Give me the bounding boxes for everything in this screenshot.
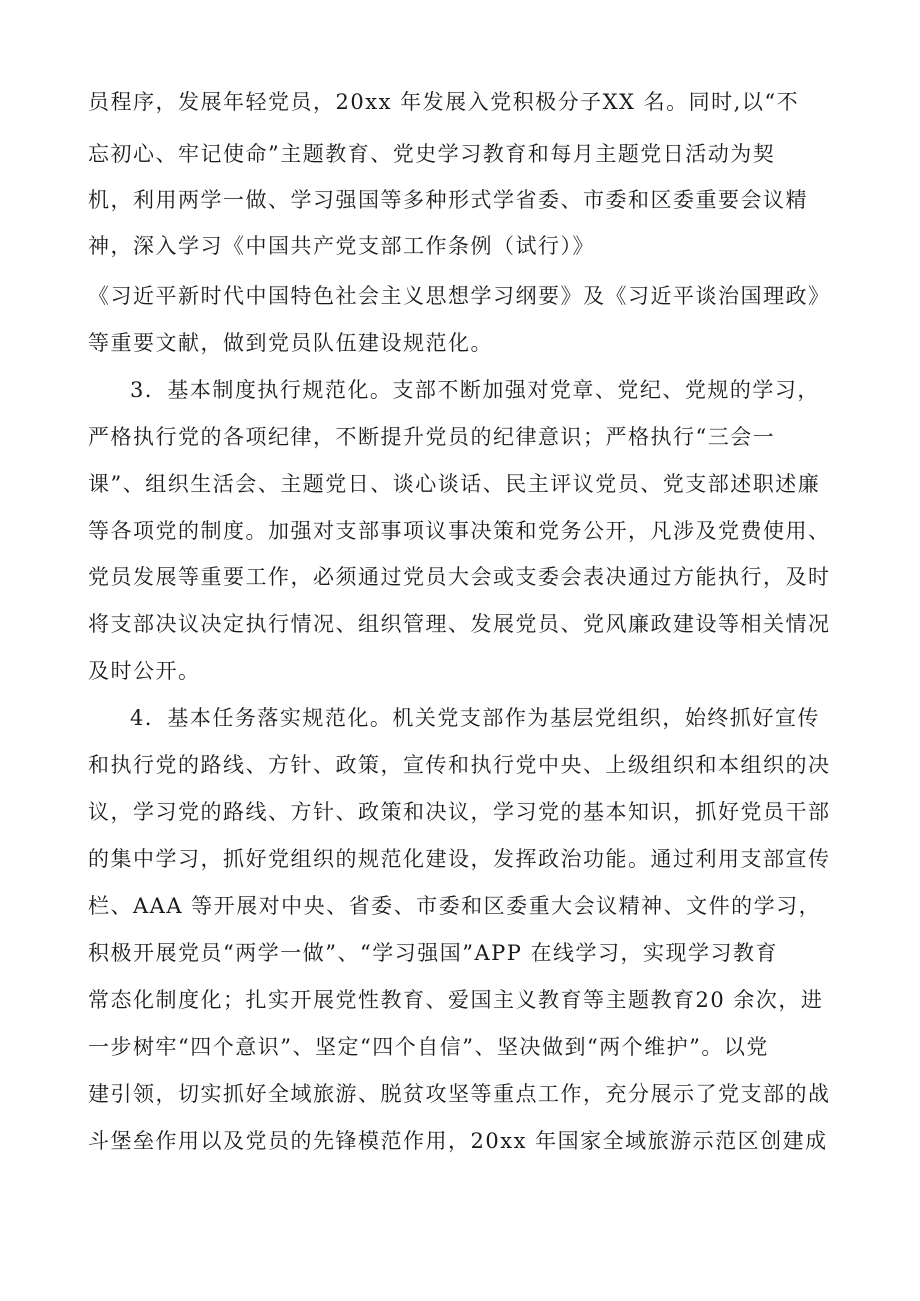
text-line: 的集中学习，抓好党组织的规范化建设，发挥政治功能。通过利用支部宣传 xyxy=(88,847,831,871)
text-line: 员程序，发展年轻党员，20xx 年发展入党积极分子XX 名。同时,以“不 xyxy=(88,90,800,114)
text-line: 斗堡垒作用以及党员的先锋模范作用，20xx 年国家全域旅游示范区创建成 xyxy=(88,1129,828,1153)
text-line: 及时公开。 xyxy=(88,659,201,683)
text-line: 积极开展党员“两学一做”、“学习强国”APP 在线学习，实现学习教育 xyxy=(88,941,779,965)
text-line: 《习近平新时代中国特色社会主义思想学习纲要》及《习近平谈治国理政》 xyxy=(88,284,831,308)
text-line: 课”、组织生活会、主题党日、谈心谈话、民主评议党员、党支部述职述廉 xyxy=(88,472,821,496)
text-line: 党员发展等重要工作，必须通过党员大会或支委会表决通过方能执行，及时 xyxy=(88,565,831,589)
text-line: 神，深入学习《中国共产党支部工作条例（试行）》 xyxy=(88,234,595,258)
text-line: 常态化制度化；扎实开展党性教育、爱国主义教育等主题教育20 余次，进 xyxy=(88,988,824,1012)
paragraph-4-first-line: 4．基本任务落实规范化。机关党支部作为基层党组织，始终抓好宣传 xyxy=(130,706,820,730)
text-line: 忘初心、牢记使命”主题教育、党史学习教育和每月主题党日活动为契 xyxy=(88,142,776,166)
text-line: 严格执行党的各项纪律，不断提升党员的纪律意识；严格执行“三会一 xyxy=(88,425,776,449)
text-line: 将支部决议决定执行情况、组织管理、发展党员、党风廉政建设等相关情况 xyxy=(88,612,831,636)
paragraph-3-first-line: 3．基本制度执行规范化。支部不断加强对党章、党纪、党规的学习， xyxy=(130,378,820,402)
text-line: 机，利用两学一做、学习强国等多种形式学省委、市委和区委重要会议精 xyxy=(88,188,808,212)
text-line: 议，学习党的路线、方针、政策和决议，学习党的基本知识，抓好党员干部 xyxy=(88,800,831,824)
text-line: 和执行党的路线、方针、政策，宣传和执行党中央、上级组织和本组织的决 xyxy=(88,753,831,777)
text-line: 一步树牢“四个意识”、坚定“四个自信”、坚决做到“两个维护”。以党 xyxy=(88,1035,769,1059)
text-line: 栏、AAA 等开展对中央、省委、市委和区委重大会议精神、文件的学习， xyxy=(88,894,822,918)
text-line: 等重要文献，做到党员队伍建设规范化。 xyxy=(88,331,493,355)
text-line: 等各项党的制度。加强对支部事项议事决策和党务公开，凡涉及党费使用、 xyxy=(88,519,831,543)
text-line: 建引领，切实抓好全域旅游、脱贫攻坚等重点工作，充分展示了党支部的战 xyxy=(88,1082,831,1106)
